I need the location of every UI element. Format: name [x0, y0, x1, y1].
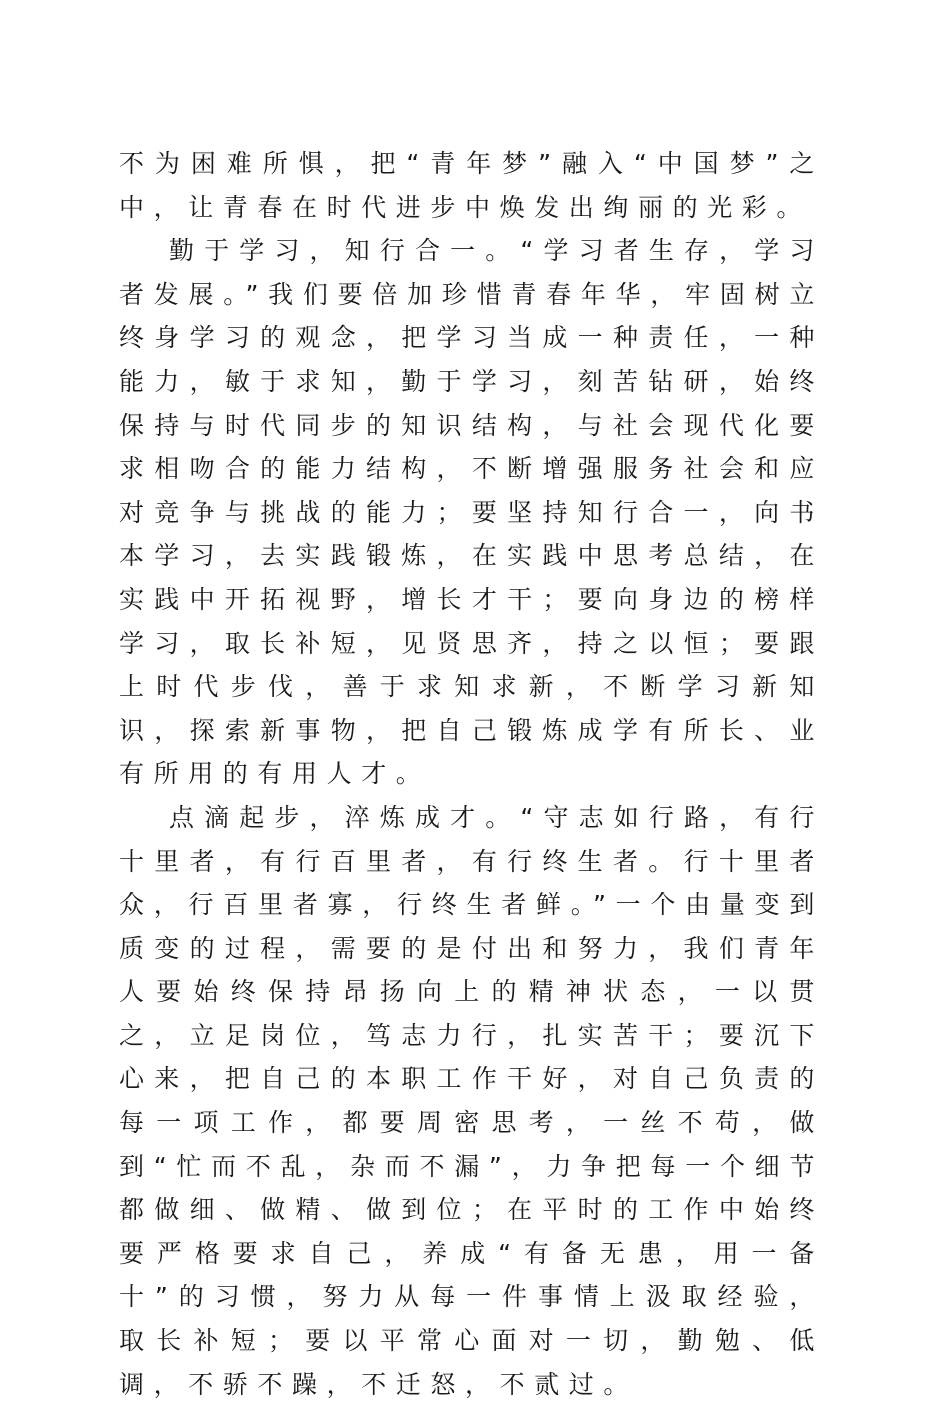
document-page — [119, 142, 824, 1406]
paragraph-step-by-step: 点滴起步，淬炼成才。“守志如行路，有行十里者，有行百里者，有行终生者。行十里者众，行百里者寡，行终生者鲜。”一个由量变到质变的过程，需要的是付出和努力，我们青年人要始终保持昂扬向上的精神状态，一以贯之，立足岗位，笃志力行，扎实苦干；要沉下心来，把自己的本职工作干好，对自己负责的每一项工作，都要周密思考，一丝不苟，做到“忙而不乱，杂而不漏”，力争把每一个细节都做细、做精、做到位；在平时的工作中始终要严格要求自己，养成“有备无患，用一备十”的习惯，努力从每一件事情上汲取经验，取长补短；要以平常心面对一切，勤勉、低调，不骄不躁，不迁怒，不贰过。 — [119, 802, 824, 1399]
paragraph-diligent-learning: 勤于学习，知行合一。“学习者生存，学习者发展。”我们要倍加珍惜青春年华，牢固树立终身学习的观念，把学习当成一种责任，一种能力，敏于求知，勤于学习，刻苦钻研，始终保持与时代同步的知识结构，与社会现代化要求相吻合的能力结构，不断增强服务社会和应对竞争与挑战的能力；要坚持知行合一，向书本学习，去实践锻炼，在实践中思考总结，在实践中开拓视野，增长才干；要向身边的榜样学习，取长补短，见贤思齐，持之以恒；要跟上时代步伐，善于求知求新，不断学习新知识，探索新事物，把自己锻炼成学有所长、业有所用的有用人才。 — [119, 236, 824, 789]
paragraph-continuation: 不为困难所惧，把“青年梦”融入“中国梦”之中，让青春在时代进步中焕发出绚丽的光彩。 — [119, 149, 824, 222]
